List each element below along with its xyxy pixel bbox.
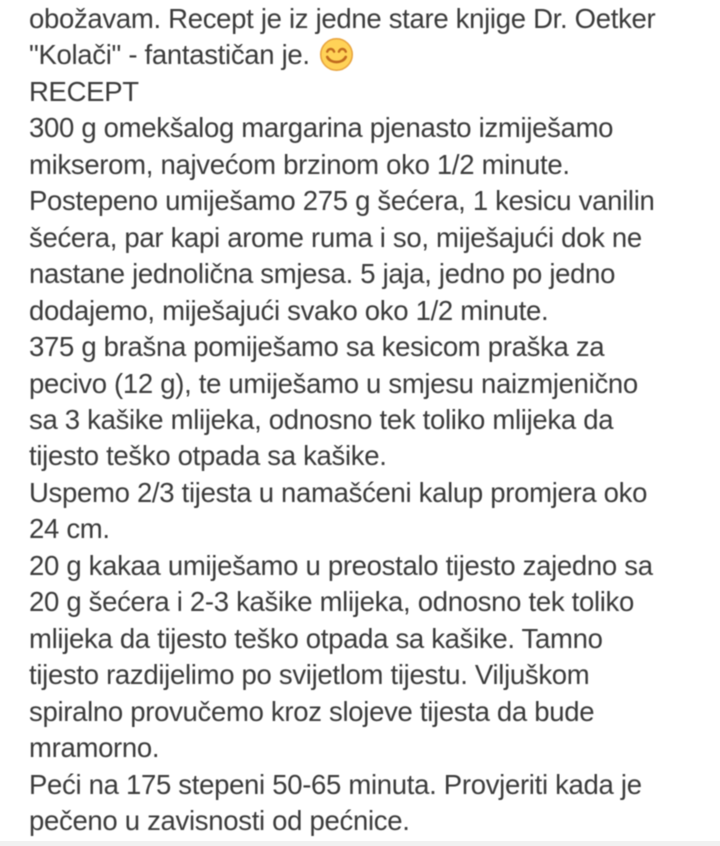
recipe-line: Peći na 175 stepeni 50-65 minuta. Provjeriti kada je: [29, 768, 642, 800]
recipe-line: 300 g omekšalog margarina pjenasto izmiješamo: [29, 112, 614, 144]
bottom-edge-band: [0, 841, 720, 846]
recipe-line: mramorno.: [29, 732, 160, 764]
recipe-line: šećera, par kapi arome ruma i so, miješajući dok ne: [29, 221, 642, 253]
recipe-line: 20 g kakaa umiješamo u preostalo tijesto zajedno sa: [29, 549, 653, 581]
post-intro-line: obožavam. Recept je iz jedne stare knjige Dr. Oetker: [29, 3, 656, 34]
recipe-line: pečeno u zavisnosti od pećnice.: [29, 804, 410, 836]
post-intro-line: [29, 37, 708, 73]
recipe-line: mikserom, najvećom brzinom oko 1/2 minute.: [29, 148, 570, 180]
emoji-face: [321, 39, 353, 71]
recipe-title: RECEPT: [29, 75, 139, 107]
recipe-line: 20 g šećera i 2-3 kašike mlijeka, odnosno tek toliko: [29, 586, 635, 618]
smiling-face-emoji: [319, 37, 354, 72]
recipe-line: tijesto teško otpada sa kašike.: [29, 440, 387, 472]
recipe-line: dodajemo, miješajući svako oko 1/2 minute.: [29, 294, 549, 326]
recipe-line: pecivo (12 g), te umiješamo u smjesu naizmjenično: [29, 367, 638, 399]
recipe-line: nastane jednolična smjesa. 5 jaja, jedno po jedno: [29, 258, 616, 290]
recipe-line: spiralno provučemo kroz slojeve tijesta da bude: [29, 695, 595, 727]
recipe-line: tijesto razdijelimo po svijetlom tijestu. Viljuškom: [29, 659, 590, 691]
post-intro-text: "Kolači" - fantastičan je.: [29, 39, 310, 71]
recipe-line: Postepeno umiješamo 275 g šećera, 1 kesicu vanilin: [29, 185, 655, 217]
recipe-line: mlijeka da tijesto teško otpada sa kašike. Tamno: [29, 622, 603, 654]
recipe-line: 375 g brašna pomiješamo sa kesicom praška za: [29, 331, 605, 363]
recipe-line: Uspemo 2/3 tijesta u namašćeni kalup promjera oko: [29, 476, 648, 508]
recipe-line: sa 3 kašike mlijeka, odnosno tek toliko mlijeka da: [29, 403, 614, 435]
recipe-line: 24 cm.: [29, 513, 110, 545]
